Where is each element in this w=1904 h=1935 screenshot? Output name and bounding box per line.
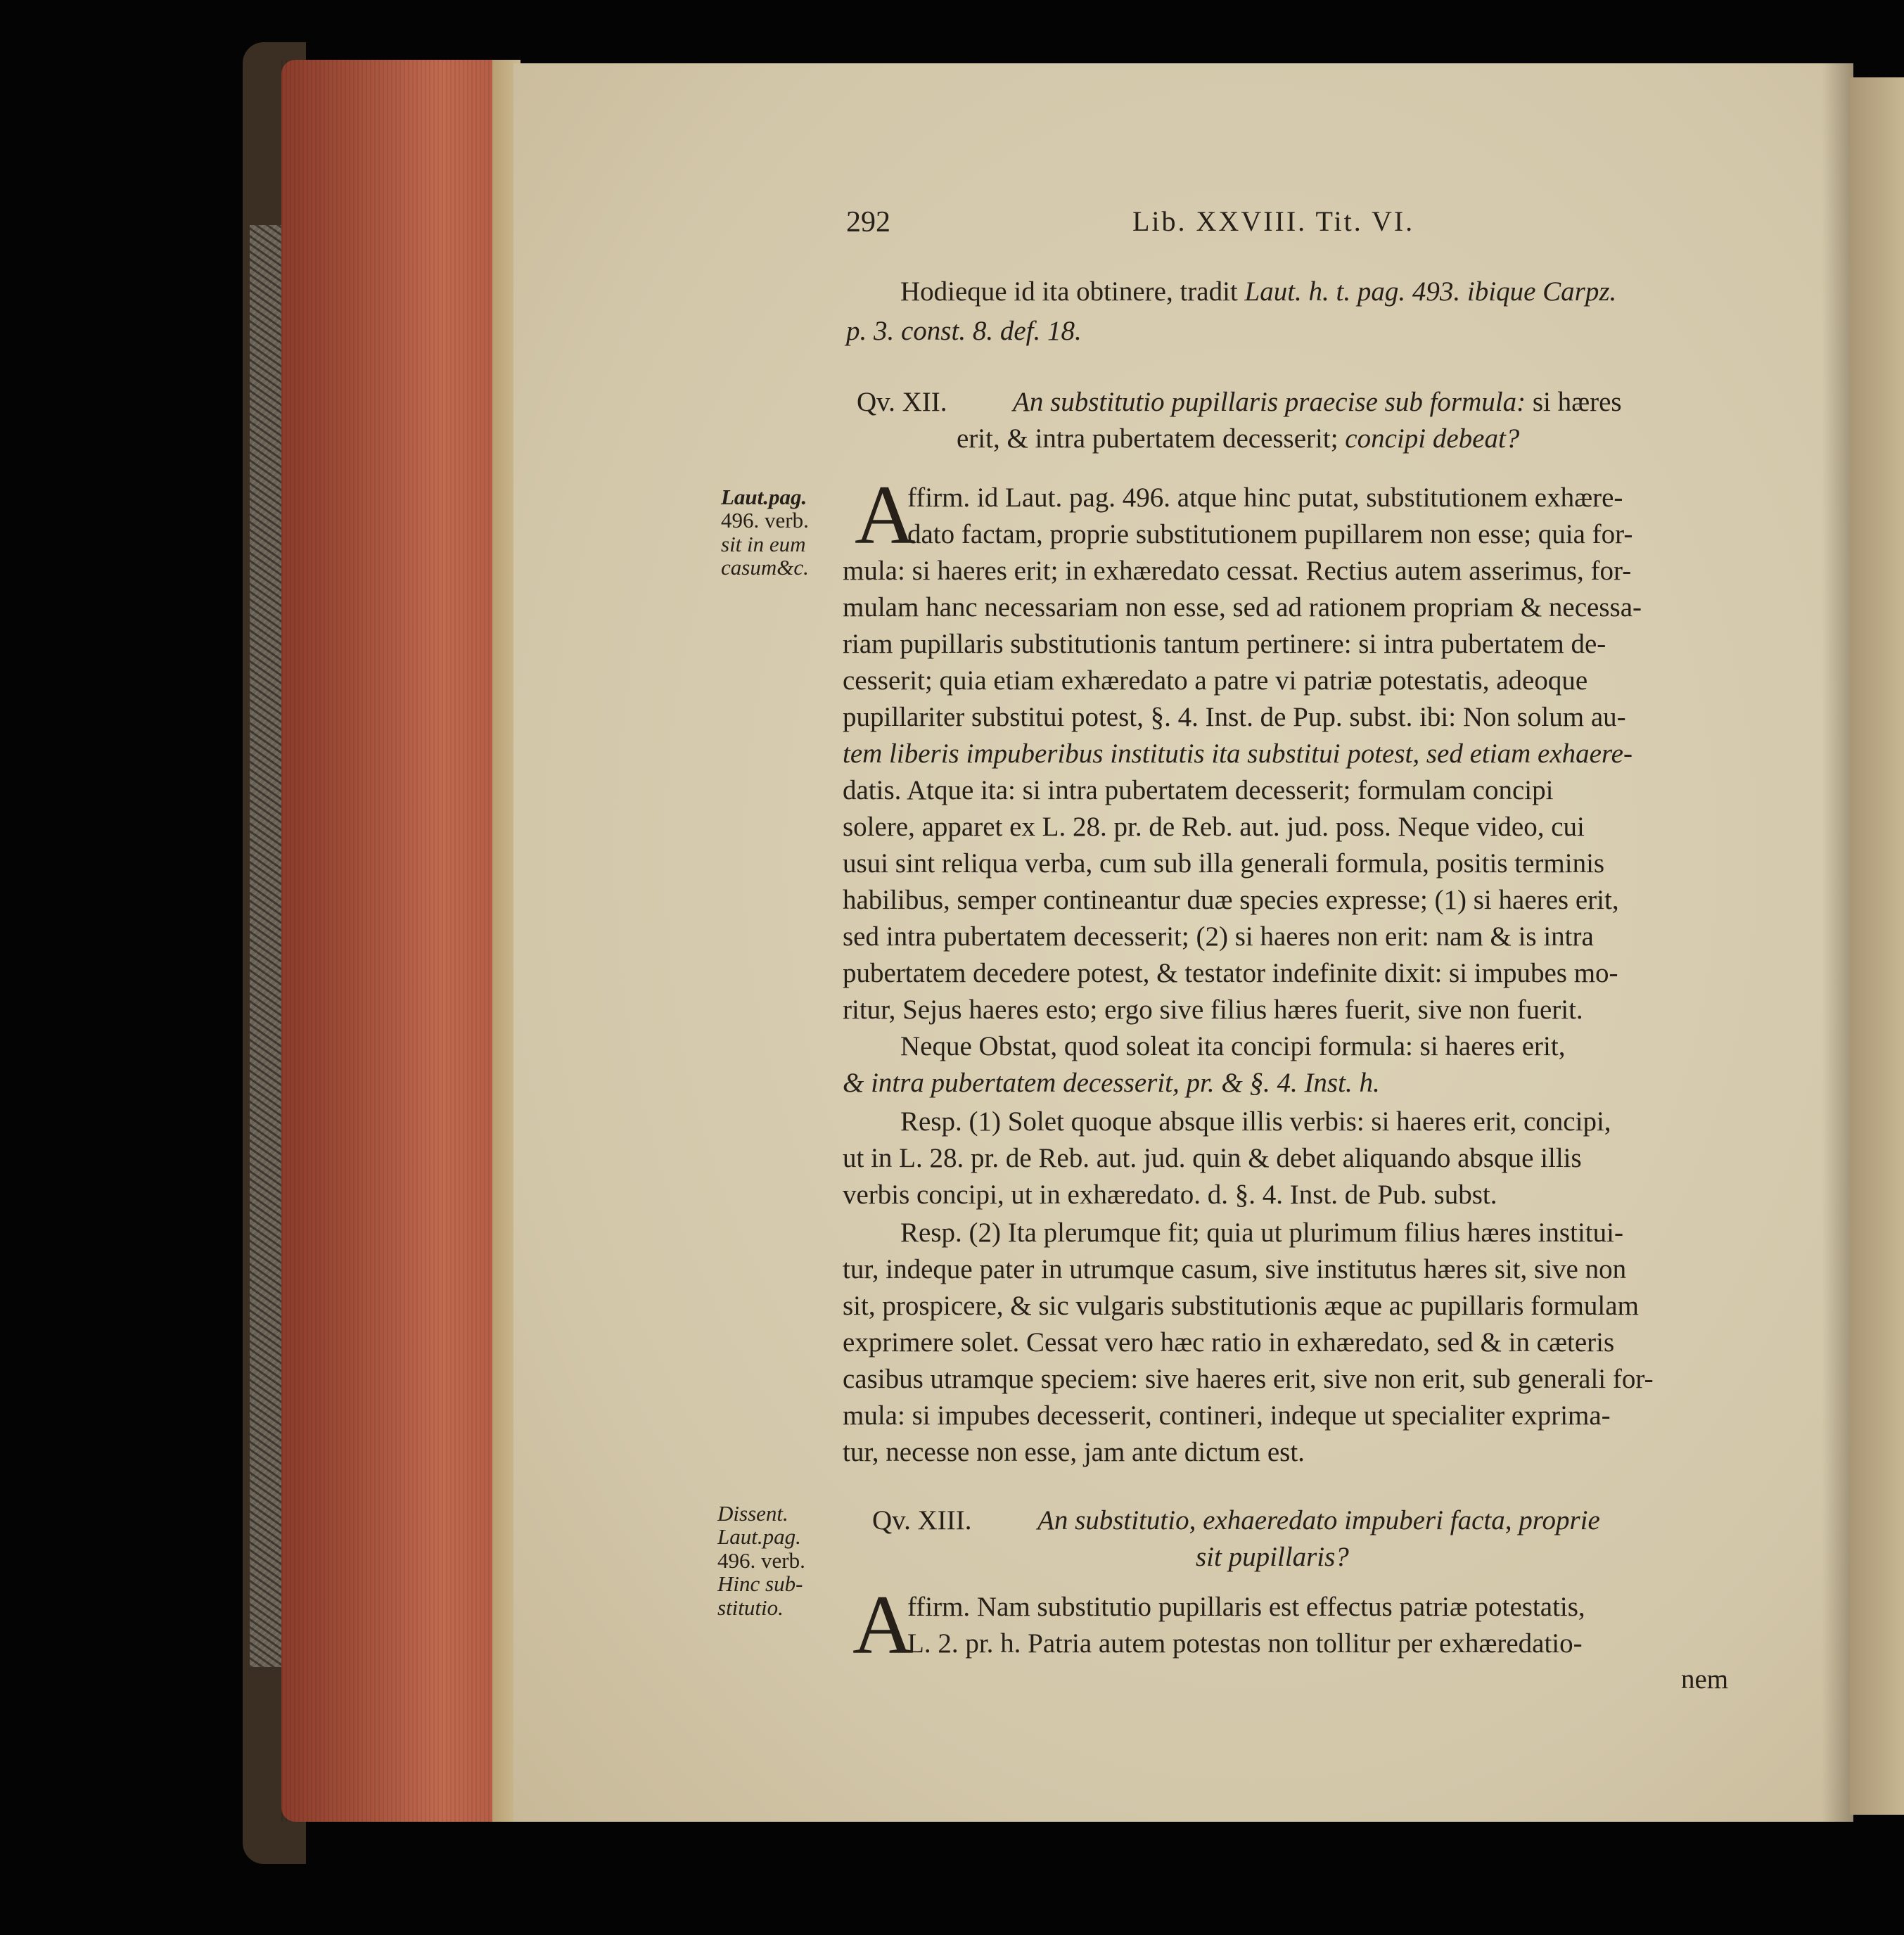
body-line: usui sint reliqua verba, cum sub illa generali formula, positis terminis (843, 848, 1605, 879)
body-line: solere, apparet ex L. 28. pr. de Reb. aut. jud. poss. Neque video, cui (843, 812, 1585, 842)
running-title: Lib. XXVIII. Tit. VI. (1132, 205, 1415, 237)
body-line: dato factam, proprie substitutionem pupillarem non esse; quia for- (907, 519, 1633, 549)
intro-line-2: p. 3. const. 8. def. 18. (846, 316, 1082, 346)
gutter-shadow (1822, 63, 1853, 1822)
body-line: & intra pubertatem decesserit, pr. & §. 4. Inst. h. (843, 1068, 1380, 1098)
body-line: exprimere solet. Cessat vero hæc ratio in exhæredato, sed & in cæteris (843, 1327, 1615, 1358)
q13-label: Qv. XIII. (872, 1505, 972, 1535)
margin-line: sit in eum (721, 531, 806, 556)
body-line: pupillariter substitui potest, §. 4. Inst. de Pup. subst. ibi: Non solum au- (843, 702, 1626, 732)
body-line: mula: si haeres erit; in exhæredato cessat. Rectius autem asserimus, for- (843, 556, 1632, 586)
q12-label: Qv. XII. (857, 387, 947, 417)
drop-cap: A (852, 1578, 914, 1671)
q13-margin-note (717, 1502, 805, 1619)
q13-title-line-1: An substitutio, exhaeredato impuberi facta, proprie (1037, 1505, 1600, 1535)
body-line: mulam hanc necessariam non esse, sed ad rationem propriam & necessa- (843, 592, 1642, 622)
q12-title-line-1 (1013, 388, 1622, 416)
body-line: Resp. (1) Solet quoque absque illis verbis: si haeres erit, concipi, (900, 1106, 1611, 1137)
q12-margin-note (721, 485, 809, 580)
margin-line: 496. verb. (717, 1547, 805, 1573)
page-number: 292 (846, 206, 890, 238)
body-line: ritur, Sejus haeres esto; ergo sive filius hæres fuerit, sive non fuerit. (843, 995, 1583, 1025)
margin-line: stitutio. (717, 1595, 784, 1620)
q13-title-line-2: sit pupillaris? (1196, 1542, 1349, 1572)
body-line: L. 2. pr. h. Patria autem potestas non tollitur per exhæredatio- (907, 1628, 1583, 1659)
body-line: ut in L. 28. pr. de Reb. aut. jud. quin & debet aliquando absque illis (843, 1143, 1582, 1173)
body-line: sed intra pubertatem decesserit; (2) si haeres non erit: nam & is intra (843, 921, 1594, 952)
body-line: Resp. (2) Ita plerumque fit; quia ut plurimum filius hæres institui- (900, 1218, 1623, 1248)
q12-title-line-2 (957, 425, 1519, 452)
body-line: casibus utramque speciem: sive haeres erit, sive non erit, sub generali for- (843, 1364, 1654, 1394)
body-line: habilibus, semper contineantur duæ species expresse; (1) si haeres erit, (843, 885, 1619, 915)
intro-text: Hodieque id ita obtinere, tradit (900, 276, 1238, 307)
page-edges-red (281, 60, 510, 1822)
margin-line: Hinc sub- (717, 1571, 803, 1597)
catchword: nem (1681, 1664, 1729, 1694)
margin-line: Dissent. (717, 1501, 788, 1526)
body-line: ffirm. id Laut. pag. 496. atque hinc putat, substitutionem exhære- (907, 483, 1623, 513)
margin-line: Laut.pag. (721, 485, 807, 509)
q12-title-italic-2: concipi debeat? (1345, 423, 1520, 454)
body-line: cesserit; quia etiam exhæredato a patre vi patriæ potestatis, adeoque (843, 665, 1588, 696)
body-line: sit, prospicere, & sic vulgaris substitutionis æque ac pupillaris formulam (843, 1291, 1639, 1321)
body-line: tur, indeque pater in utrumque casum, sive institutus hæres sit, sive non (843, 1254, 1627, 1284)
drop-cap: A (855, 468, 916, 561)
body-line: tem liberis impuberibus institutis ita substitui potest, sed etiam exhaere- (843, 739, 1633, 769)
intro-citation: Laut. h. t. pag. 493. ibique Carpz. (1244, 276, 1617, 307)
margin-line: Laut.pag. (717, 1524, 801, 1550)
facing-page-edge (1850, 77, 1904, 1815)
body-line: tur, necesse non esse, jam ante dictum est. (843, 1437, 1305, 1467)
body-line: datis. Atque ita: si intra pubertatem decesserit; formulam concipi (843, 775, 1554, 805)
body-line: mula: si impubes decesserit, contineri, indeque ut specialiter exprima- (843, 1400, 1611, 1431)
q12-title-italic: An substitutio pupillaris praecise sub formula: (1013, 387, 1526, 417)
margin-line: 496. verb. (721, 508, 809, 533)
body-line: verbis concipi, ut in exhæredato. d. §. 4. Inst. de Pub. subst. (843, 1180, 1497, 1210)
body-line: Neque Obstat, quod soleat ita concipi formula: si haeres erit, (900, 1031, 1566, 1061)
q12-title-roman-2: erit, & intra pubertatem decesserit; (957, 423, 1338, 454)
body-line: pubertatem decedere potest, & testator indefinite dixit: si impubes mo- (843, 958, 1618, 988)
body-line: ffirm. Nam substitutio pupillaris est effectus patriæ potestatis, (907, 1592, 1585, 1622)
body-line: riam pupillaris substitutionis tantum pertinere: si intra pubertatem de- (843, 629, 1606, 659)
margin-line: casum&c. (721, 555, 809, 580)
intro-line-1 (900, 278, 1616, 305)
q12-title-roman: si hæres (1532, 387, 1622, 417)
